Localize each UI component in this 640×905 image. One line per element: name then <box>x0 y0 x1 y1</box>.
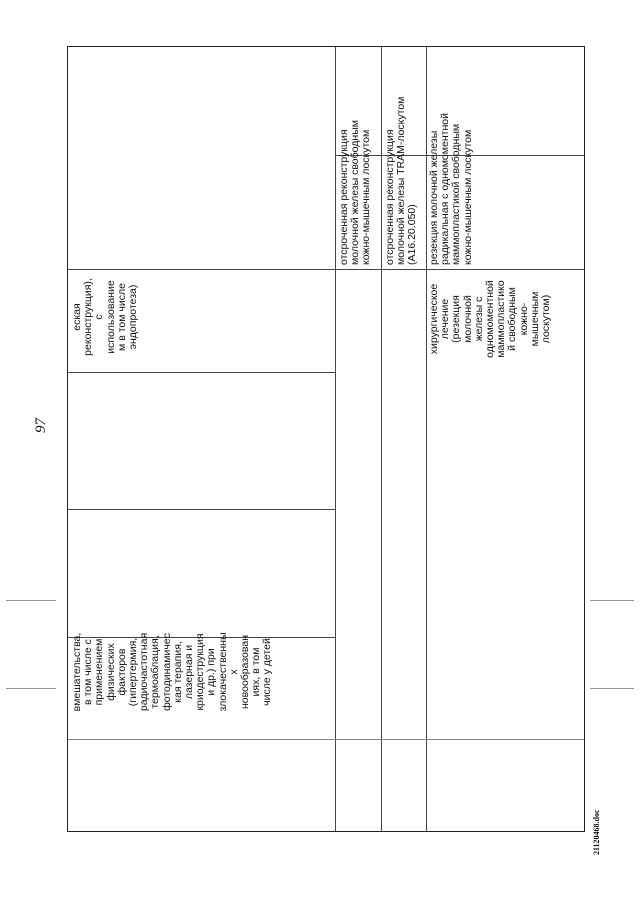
cell-row-b-method: отсроченная реконструкция молочной железы TRAM-лоскутом (A16.20.050) <box>384 96 419 265</box>
cell-col6: еская реконструкция), с использование м в том числе эндопротеза) <box>71 278 140 356</box>
row-separator <box>426 269 427 831</box>
document-table <box>67 46 585 832</box>
cell-row-c-method: резекция молочной железы радикальная с одномоментной маммопластикой свободным кожно-мышечным лоскутом <box>428 113 474 265</box>
row-separator <box>381 269 382 831</box>
scan-artifact <box>590 600 634 601</box>
page-number: 97 <box>33 418 49 433</box>
cell-col3: вмешательства, в том числе с применением физических факторов (гипертермия, радиочастотная термоаблация, фотодинамичес кая терапия, лазерная и криодеструкция и др.) при злокачественны х новообразован иях, в том числе у детей <box>71 632 274 712</box>
cell-row-a-method: отсроченная реконструкция молочной железы свободным кожно-мышечным лоскутом <box>338 120 373 265</box>
row-separator <box>335 47 336 155</box>
row-separator <box>335 155 336 831</box>
column-separator <box>68 509 335 510</box>
scan-artifact <box>590 688 634 689</box>
row-separator <box>381 47 382 269</box>
scan-artifact <box>6 600 56 601</box>
cell-row-c-treatment: хирургическое лечение (резекция молочной железы с одномоментной маммопластико й свободным кожно- мышечным лоскутом) <box>428 280 553 358</box>
column-separator <box>68 269 584 270</box>
scan-artifact <box>6 688 56 689</box>
column-separator <box>68 372 335 373</box>
file-label: 21120468.doc <box>592 809 601 855</box>
row-separator <box>426 47 427 269</box>
